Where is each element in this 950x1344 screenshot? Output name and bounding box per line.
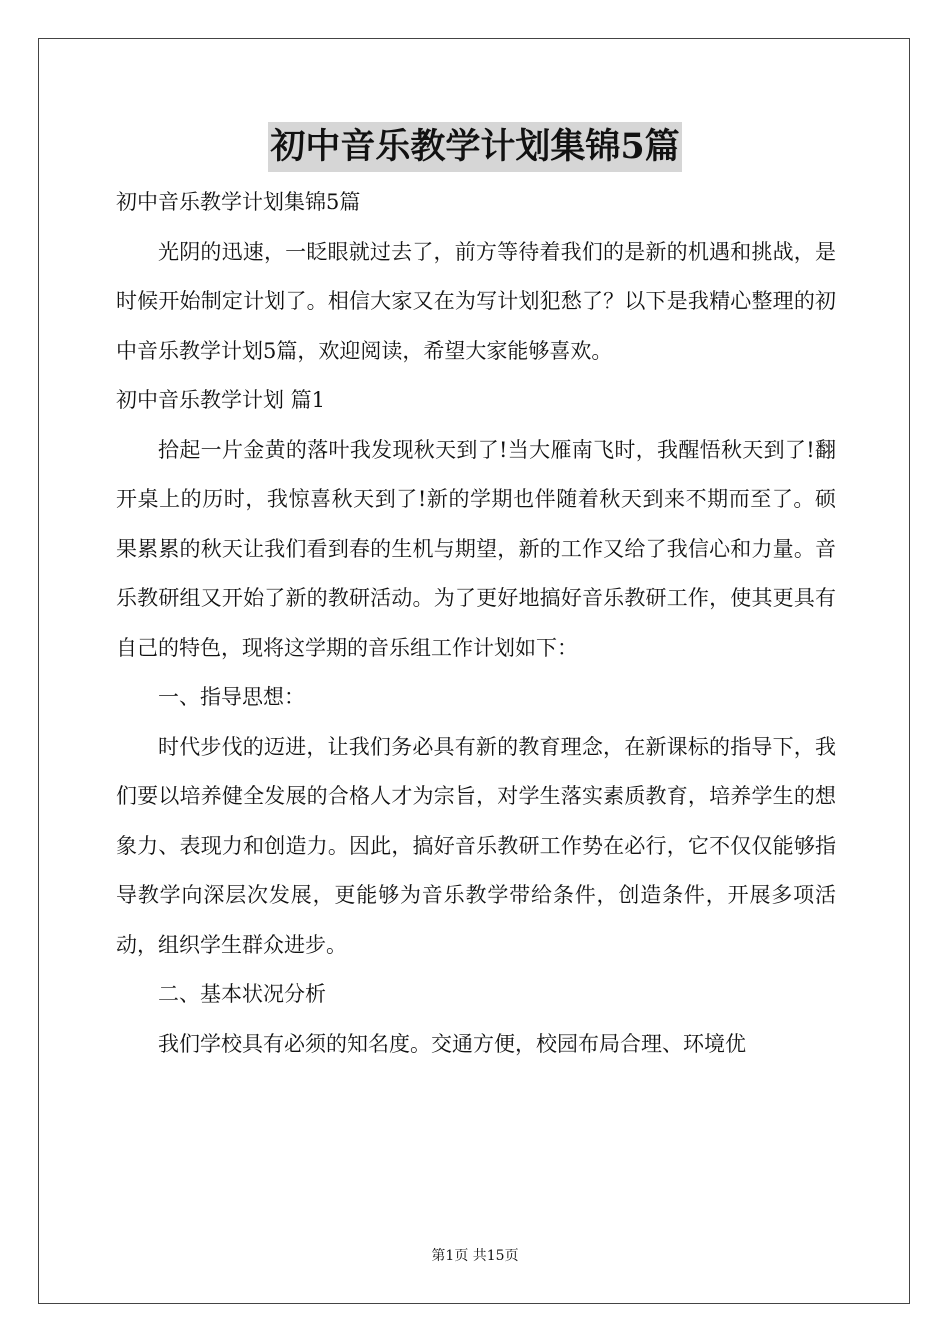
page-footer: 第1页 共15页 [431, 1248, 519, 1264]
section-heading: 初中音乐教学计划 篇1 [116, 388, 326, 412]
document-body [116, 178, 836, 1069]
intro-paragraph: 光阴的迅速，一眨眼就过去了，前方等待着我们的是新的机遇和挑战，是时候开始制定计划了。相信大家又在为写计划犯愁了？以下是我精心整理的初中音乐教学计划5篇，欢迎阅读，希望大家能够喜欢。 [116, 239, 836, 363]
subsection-heading: 二、基本状况分析 [158, 982, 326, 1006]
subsection-heading: 一、指导思想： [158, 685, 305, 709]
body-paragraph: 拾起一片金黄的落叶我发现秋天到了!当大雁南飞时，我醒悟秋天到了!翻开桌上的历时，我惊喜秋天到了!新的学期也伴随着秋天到来不期而至了。硕果累累的秋天让我们看到春的生机与期望，新的工作又给了我信心和力量。音乐教研组又开始了新的教研活动。为了更好地搞好音乐教研工作，使其更具有自己的特色，现将这学期的音乐组工作计划如下： [116, 437, 836, 660]
body-paragraph: 我们学校具有必须的知名度。交通方便，校园布局合理、环境优 [158, 1031, 746, 1056]
title-container [0, 122, 950, 172]
subtitle-line: 初中音乐教学计划集锦5篇 [116, 190, 361, 214]
body-paragraph: 时代步伐的迈进，让我们务必具有新的教育理念，在新课标的指导下，我们要以培养健全发展的合格人才为宗旨，对学生落实素质教育，培养学生的想象力、表现力和创造力。因此，搞好音乐教研工作势在必行，它不仅仅能够指导教学向深层次发展，更能够为音乐教学带给条件，创造条件，开展多项活动，组织学生群众进步。 [116, 734, 836, 957]
document-title: 初中音乐教学计划集锦5篇 [268, 122, 681, 172]
